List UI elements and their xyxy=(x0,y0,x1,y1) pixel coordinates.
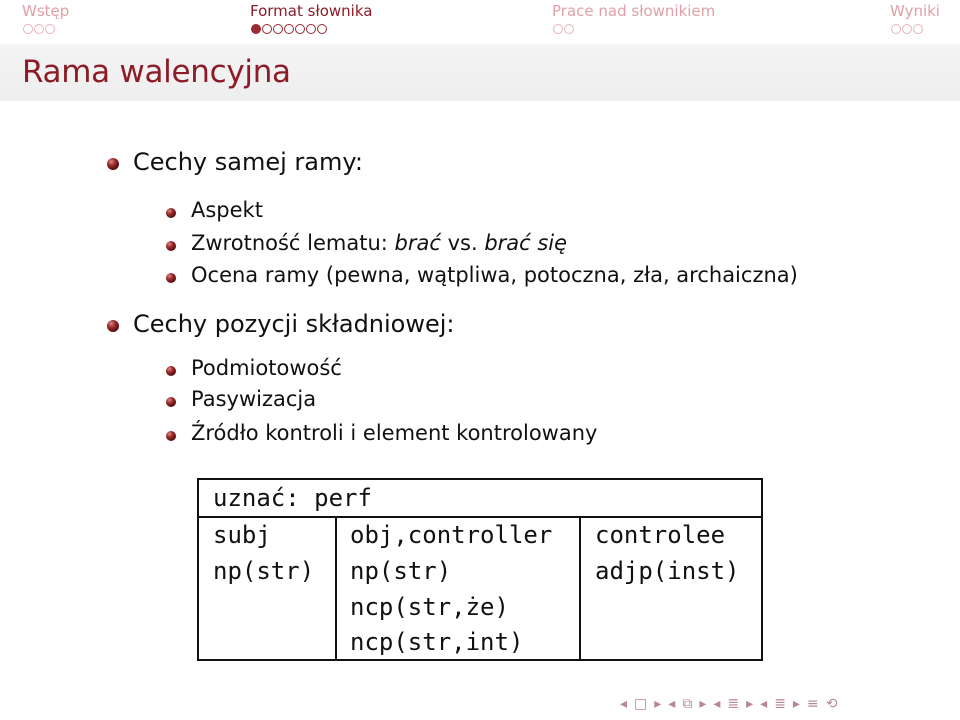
right-arrow-icon[interactable]: ▸ xyxy=(654,696,662,712)
group1-heading: Cechy samej ramy: xyxy=(133,148,363,176)
left-arrow-icon[interactable]: ◂ xyxy=(760,696,768,712)
left-arrow-icon[interactable]: ◂ xyxy=(620,696,628,712)
column-divider xyxy=(335,516,337,659)
slide-dot-icon[interactable] xyxy=(553,24,563,34)
reflexive-prefix: Zwrotność lematu: xyxy=(191,231,395,255)
slide-dot-icon[interactable] xyxy=(902,24,912,34)
group2-heading: Cechy pozycji składniowej: xyxy=(133,310,455,338)
valency-frame-table xyxy=(197,478,763,661)
bullet-icon xyxy=(166,241,176,251)
section-icon[interactable]: ≣ xyxy=(774,696,786,712)
slide-dot-icon[interactable] xyxy=(891,24,901,34)
bullet-icon xyxy=(166,366,176,376)
slide-dot-icon[interactable] xyxy=(564,24,574,34)
list-item-aspect: Aspekt xyxy=(191,198,263,222)
frame-title: Rama walencyjna xyxy=(22,54,291,90)
right-arrow-icon[interactable]: ▸ xyxy=(699,696,707,712)
right-arrow-icon[interactable]: ▸ xyxy=(746,696,754,712)
list-item-rating: Ocena ramy (pewna, wątpliwa, potoczna, zła, archaiczna) xyxy=(191,263,798,287)
column-label-subj: subj xyxy=(213,521,271,549)
slide-dot-icon[interactable] xyxy=(251,24,261,34)
slide-dot-icon[interactable] xyxy=(284,24,294,34)
navigation-symbols xyxy=(620,696,844,714)
column-label-obj: obj,controller xyxy=(350,521,553,549)
slide-dot-icon[interactable] xyxy=(262,24,272,34)
slide-dot-icon[interactable] xyxy=(306,24,316,34)
nav-section-1[interactable]: Format słownika xyxy=(250,2,373,20)
column-divider xyxy=(579,516,581,659)
list-item-subject: Podmiotowość xyxy=(191,356,342,380)
bullet-icon xyxy=(166,208,176,218)
right-arrow-icon[interactable]: ▸ xyxy=(792,696,800,712)
section-navigation xyxy=(0,0,960,44)
left-arrow-icon[interactable]: ◂ xyxy=(713,696,721,712)
slide-dot-icon[interactable] xyxy=(34,24,44,34)
reflexive-vs: vs. xyxy=(440,231,485,255)
bullet-icon xyxy=(166,431,176,441)
slide-dot-icon[interactable] xyxy=(45,24,55,34)
list-item-control: Źródło kontroli i element kontrolowany xyxy=(191,421,598,445)
nav-section-3[interactable]: Wyniki xyxy=(890,2,940,20)
table-cell: np(str) xyxy=(213,557,315,585)
list-item-reflexive xyxy=(191,231,567,255)
reflexive-term-2: brać się xyxy=(484,231,568,255)
bullet-icon xyxy=(166,397,176,407)
nav-section-dots xyxy=(553,24,575,36)
table-cell: ncp(str,że) xyxy=(350,593,509,621)
table-cell: ncp(str,int) xyxy=(350,628,524,656)
table-cell: adjp(inst) xyxy=(595,557,740,585)
align-icon[interactable]: ≡ xyxy=(806,696,819,712)
slide-dot-icon[interactable] xyxy=(317,24,327,34)
nav-section-dots xyxy=(251,24,328,36)
reflexive-term-1: brać xyxy=(394,231,441,255)
nav-section-dots xyxy=(891,24,924,36)
bullet-icon xyxy=(107,320,119,332)
nav-section-2[interactable]: Prace nad słownikiem xyxy=(552,2,716,20)
slide-dot-icon[interactable] xyxy=(23,24,33,34)
frame-icon[interactable]: ⧉ xyxy=(682,696,693,712)
nav-section-dots xyxy=(23,24,56,36)
nav-section-0[interactable]: Wstęp xyxy=(22,2,70,20)
bullet-icon xyxy=(107,158,119,170)
bullet-icon xyxy=(166,273,176,283)
frame-title-bar xyxy=(0,44,960,101)
slide-icon[interactable]: □ xyxy=(634,696,648,712)
slide-dot-icon[interactable] xyxy=(913,24,923,34)
table-header: uznać: perf xyxy=(213,484,372,512)
left-arrow-icon[interactable]: ◂ xyxy=(668,696,676,712)
subsection-icon[interactable]: ≣ xyxy=(727,696,740,712)
table-divider xyxy=(199,516,761,518)
search-icon[interactable]: ⟲ xyxy=(825,696,838,712)
slide-dot-icon[interactable] xyxy=(295,24,305,34)
slide-dot-icon[interactable] xyxy=(273,24,283,34)
table-cell: np(str) xyxy=(350,557,452,585)
column-label-controlee: controlee xyxy=(595,521,726,549)
list-item-passive: Pasywizacja xyxy=(191,387,317,411)
